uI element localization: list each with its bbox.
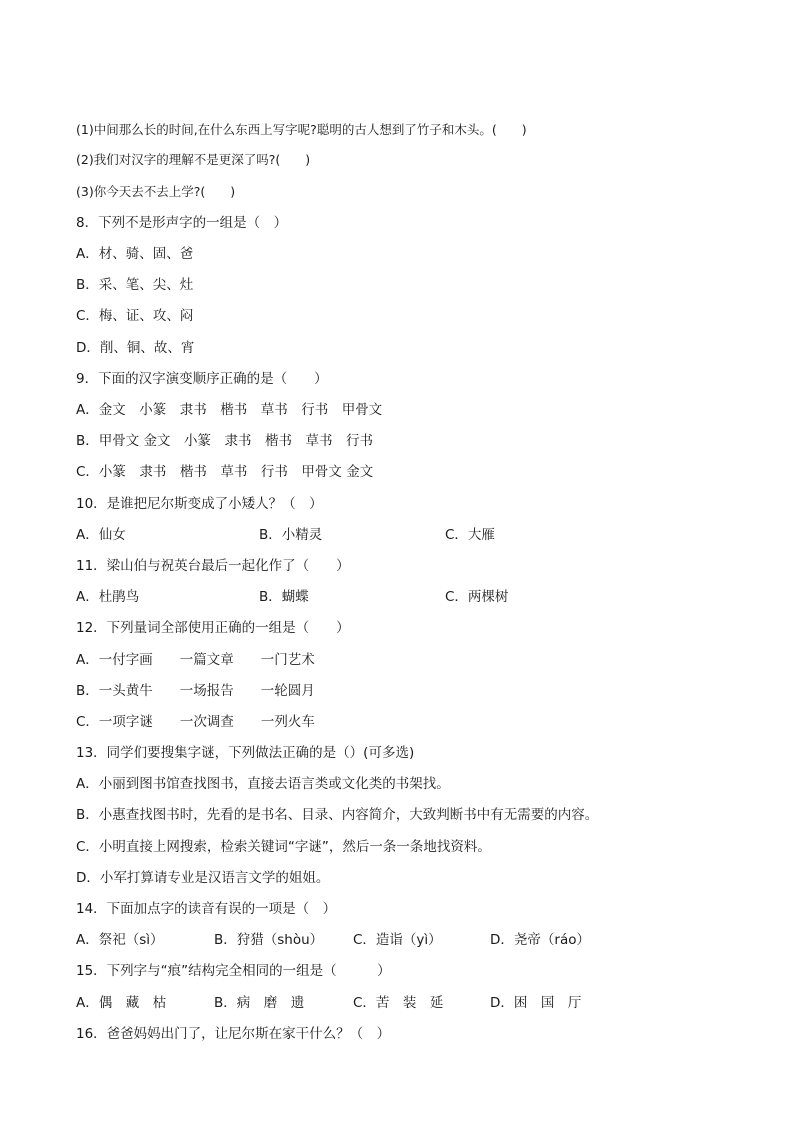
question-15-option-d: D．困 国 厅 <box>490 995 582 1011</box>
question-10-option-a: A．仙女 <box>76 527 126 543</box>
question-9-stem: 9．下面的汉字演变顺序正确的是（ ） <box>76 371 328 387</box>
question-12-stem: 12．下列量词全部使用正确的一组是（ ） <box>76 620 350 636</box>
question-14-option-a: A．祭祀（sì） <box>76 932 164 948</box>
q7-part-3: (3)你今天去不去上学?( ) <box>76 184 236 199</box>
question-14-option-c: C．造诣（yì） <box>353 932 442 948</box>
question-8-option-b: B．采、笔、尖、灶 <box>76 277 194 293</box>
question-13-option-b: B．小惠查找图书时，先看的是书名、目录、内容简介，大致判断书中有无需要的内容。 <box>76 807 599 823</box>
question-12-option-c: C．一项字谜 一次调查 一列火车 <box>76 714 315 730</box>
question-9-option-a: A．金文 小篆 隶书 楷书 草书 行书 甲骨文 <box>76 402 383 418</box>
question-8-option-d: D．削、铜、故、宵 <box>76 340 195 356</box>
question-14-stem: 14．下面加点字的读音有误的一项是（ ） <box>76 901 337 917</box>
question-11-option-c: C．两棵树 <box>445 589 509 605</box>
question-10-option-b: B．小精灵 <box>259 527 323 543</box>
question-8-stem: 8．下列不是形声字的一组是（ ） <box>76 215 288 231</box>
q7-part-1: (1)中间那么长的时间,在什么东西上写字呢?聪明的古人想到了竹子和木头。( ) <box>76 122 527 137</box>
question-9-option-c: C．小篆 隶书 楷书 草书 行书 甲骨文 金文 <box>76 464 374 480</box>
question-14-option-b: B．狩猎（shòu） <box>214 932 324 948</box>
question-11-option-a: A．杜鹃鸟 <box>76 589 140 605</box>
question-12-option-a: A．一付字画 一篇文章 一门艺术 <box>76 652 315 668</box>
question-9-option-b: B．甲骨文 金文 小篆 隶书 楷书 草书 行书 <box>76 433 374 449</box>
question-13-stem: 13．同学们要搜集字谜，下列做法正确的是（）(可多选) <box>76 745 415 761</box>
question-10-stem: 10．是谁把尼尔斯变成了小矮人？（ ） <box>76 496 323 512</box>
question-16-stem: 16．爸爸妈妈出门了，让尼尔斯在家干什么？（ ） <box>76 1026 391 1042</box>
question-13-option-d: D．小军打算请专业是汉语言文学的姐姐。 <box>76 870 330 886</box>
question-15-option-a: A．偶 藏 枯 <box>76 995 167 1011</box>
question-15-option-b: B．病 磨 遗 <box>214 995 305 1011</box>
question-8-option-c: C．梅、证、攻、闷 <box>76 308 194 324</box>
question-11-option-b: B．蝴蝶 <box>259 589 309 605</box>
question-13-option-a: A．小丽到图书馆查找图书，直接去语言类或文化类的书架找。 <box>76 776 450 792</box>
question-8-option-a: A．材、骑、固、爸 <box>76 246 194 262</box>
question-11-stem: 11．梁山伯与祝英台最后一起化作了（ ） <box>76 558 350 574</box>
q7-part-2: (2)我们对汉字的理解不是更深了吗?( ) <box>76 152 311 167</box>
question-12-option-b: B．一头黄牛 一场报告 一轮圆月 <box>76 683 315 699</box>
question-10-option-c: C．大雁 <box>445 527 495 543</box>
question-15-stem: 15．下列字与“痕”结构完全相同的一组是（ ） <box>76 963 391 979</box>
question-13-option-c: C．小明直接上网搜索，检索关键词“字谜”，然后一条一条地找资料。 <box>76 839 491 855</box>
question-15-option-c: C．苦 装 延 <box>353 995 444 1011</box>
question-14-option-d: D．尧帝（ráo） <box>490 932 590 948</box>
